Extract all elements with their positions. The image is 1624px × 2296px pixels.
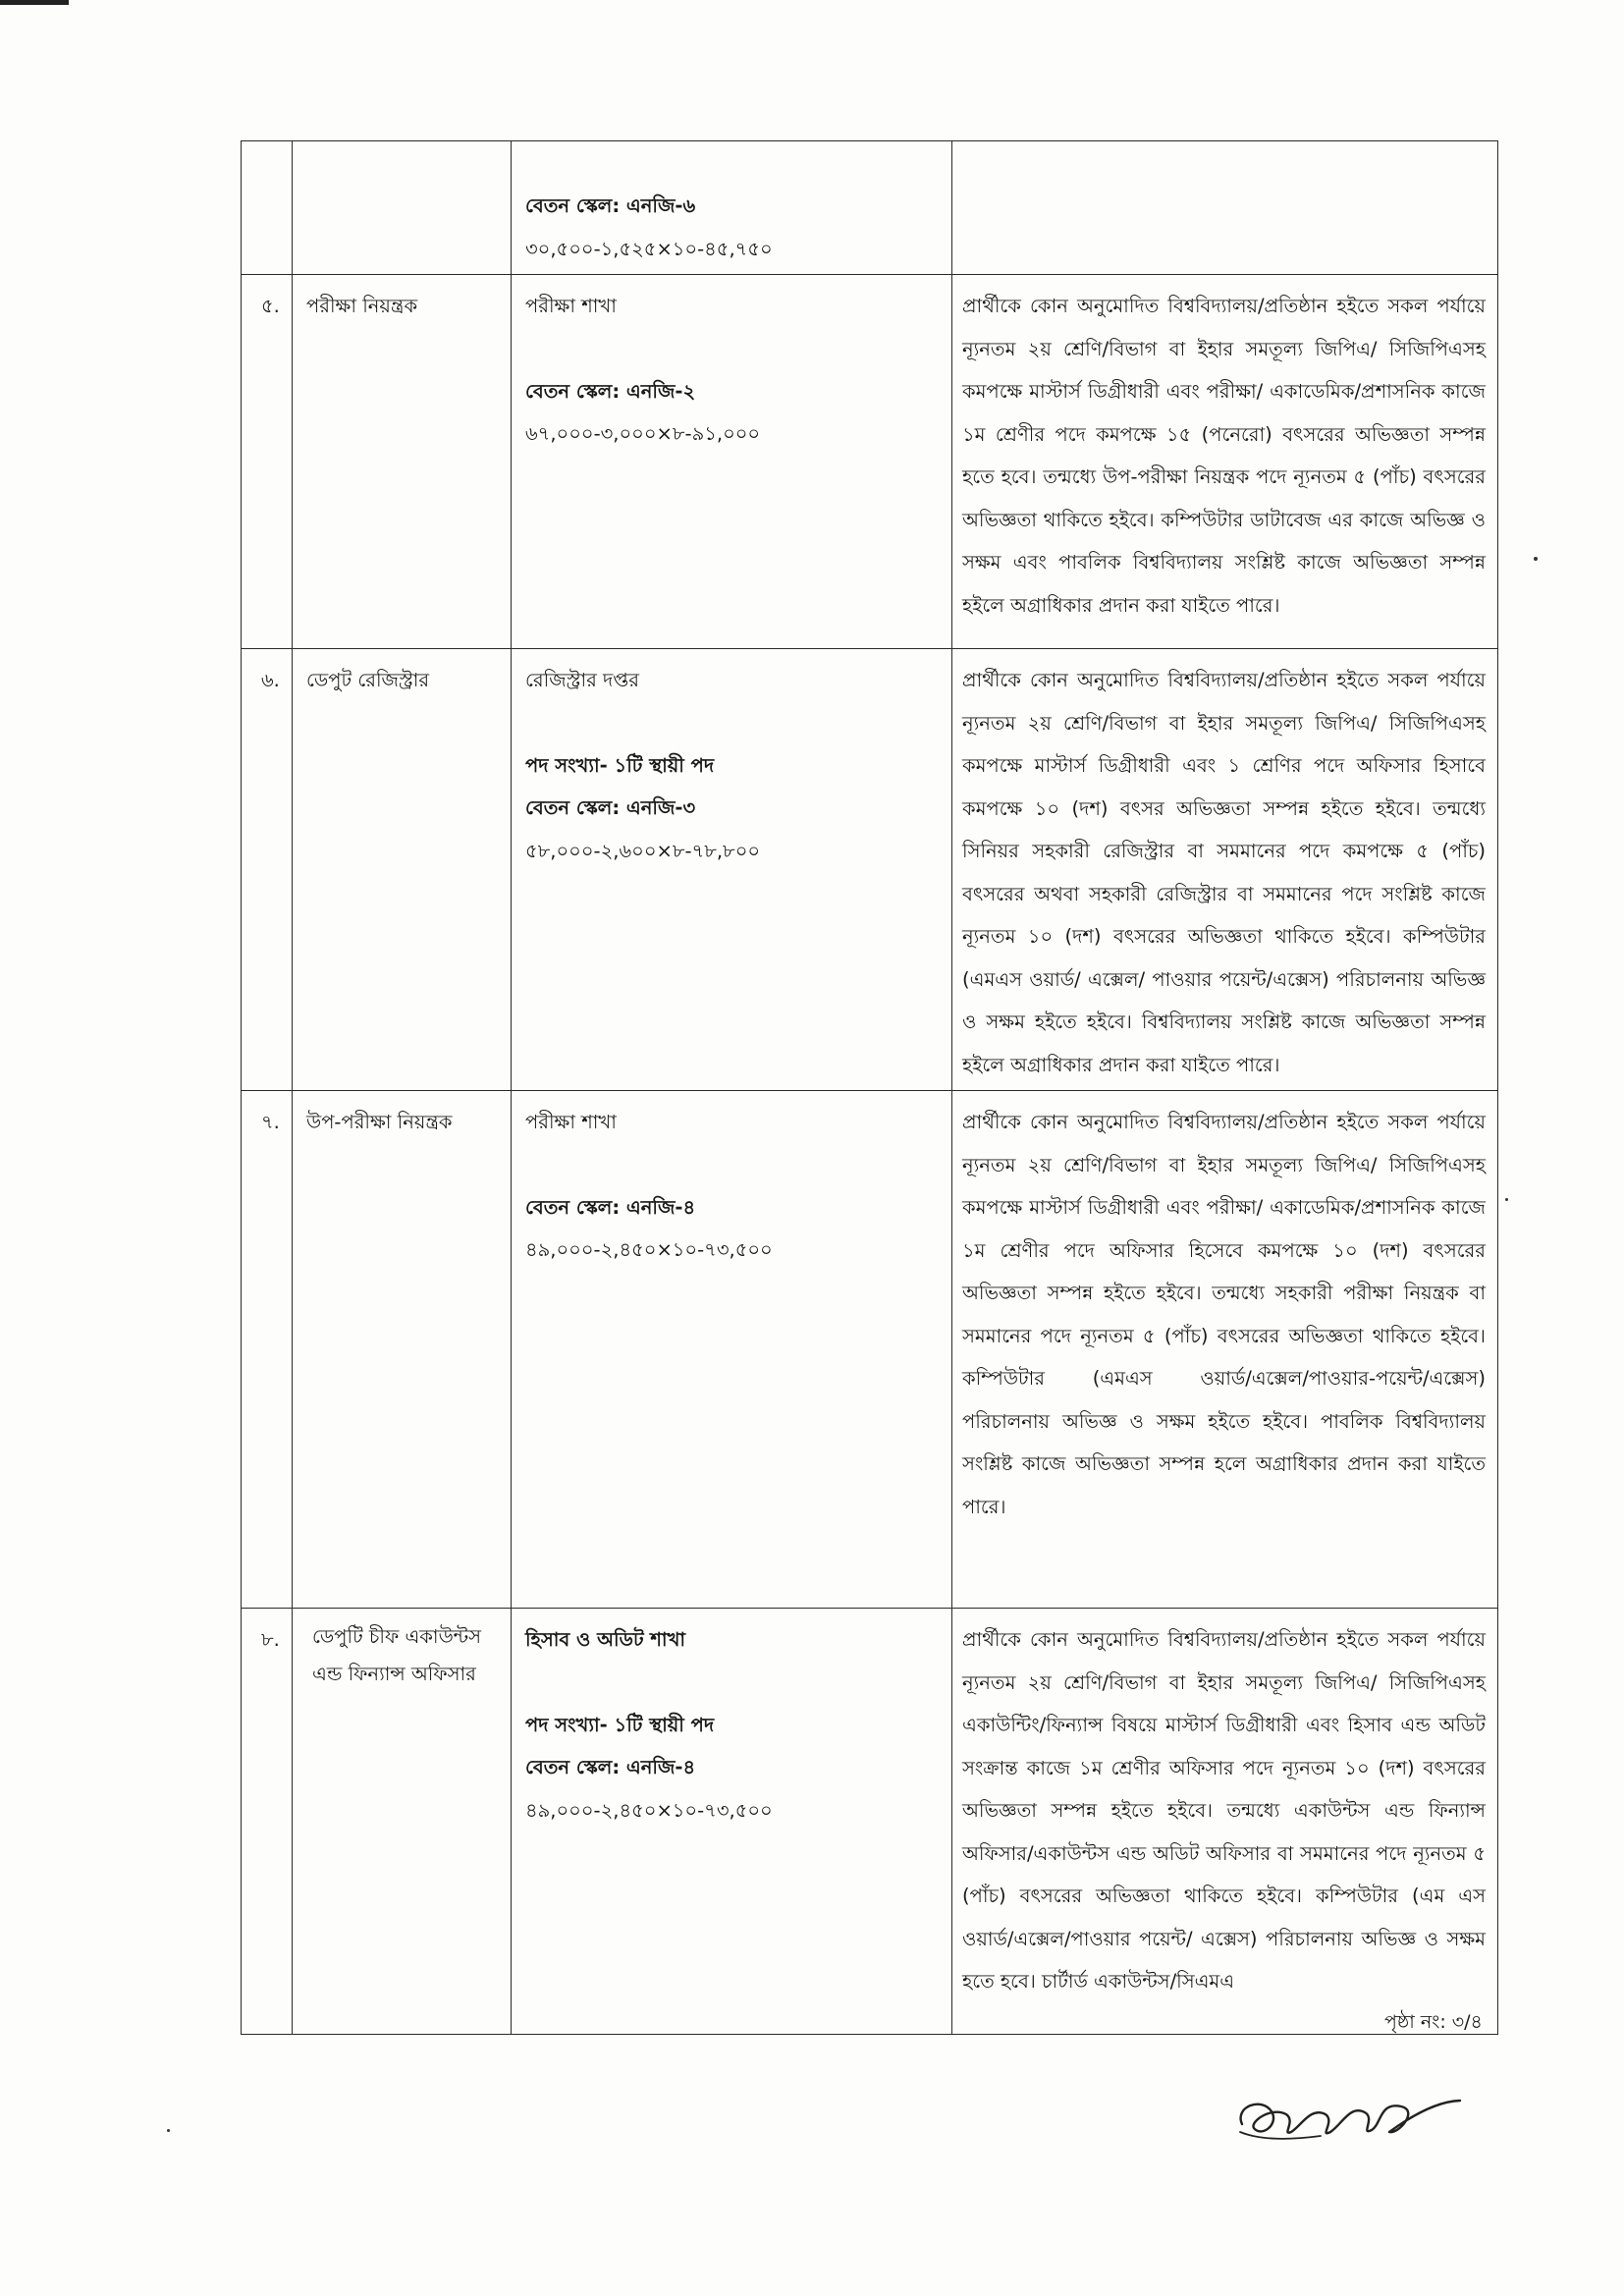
department: পরীক্ষা শাখা [525, 1111, 617, 1133]
details-cell [512, 1091, 952, 1609]
pay-scale-label: বেতন স্কেল: এনজি-৩ [525, 796, 696, 819]
requirements-cell [952, 141, 1498, 275]
details-cell [512, 649, 952, 1091]
pay-scale-label: বেতন স্কেল: এনজি-২ [525, 379, 696, 403]
post-cell [293, 649, 512, 1091]
serial-cell [242, 275, 293, 649]
post-count: পদ সংখ্যা- ১টি স্থায়ী পদ [525, 753, 715, 777]
pay-scale-label: বেতন স্কেল: এনজি-৬ [525, 194, 696, 217]
serial-cell [242, 1091, 293, 1609]
pay-scale-label: বেতন স্কেল: এনজি-৪ [525, 1756, 696, 1778]
serial-number: ৮. [261, 1628, 280, 1651]
requirements-cell [952, 275, 1498, 649]
serial-number: ৭. [261, 1111, 280, 1133]
department: হিসাব ও অডিট শাখা [525, 1628, 686, 1651]
requirements-text: প্রার্থীকে কোন অনুমোদিত বিশ্ববিদ্যালয়/প্রতিষ্ঠান হইতে সকল পর্যায়ে ন্যূনতম ২য় শ্রেণি/বিভাগ বা ইহার সমতূল্য জিপিএ/ সিজিপিএসহ কমপক্ষে মাস্টার্স ডিগ্রীধারী এবং পরীক্ষা/ একাডেমিক/প্রশাসনিক কাজে ১ম শ্রেণীর পদে অফিসার হিসেবে কমপক্ষে ১০ (দশ) বৎসরের অভিজ্ঞতা সম্পন্ন হইতে হইবে। তন্মধ্যে সহকারী পরীক্ষা নিয়ন্ত্রক বা সমমানের পদে ন্যূনতম ৫ (পাঁচ) বৎসরের অভিজ্ঞতা থাকিতে হইবে। কম্পিউটার (এমএস ওয়ার্ড/এক্সেল/পাওয়ার-পয়েন্ট/এক্সেস) পরিচালনায় অভিজ্ঞ ও সক্ষম হইতে হইবে। পাবলিক বিশ্ববিদ্যালয় সংশ্লিষ্ট কাজে অভিজ্ঞতা সম্পন্ন হলে অগ্রাধিকার প্রদান করা যাইতে পারে। [962, 1111, 1486, 1518]
pay-scale-range: ৫৮,০০০-২,৬০০×৮-৭৮,৮০০ [525, 839, 761, 862]
requirements-text: প্রার্থীকে কোন অনুমোদিত বিশ্ববিদ্যালয়/প্রতিষ্ঠান হইতে সকল পর্যায়ে ন্যূনতম ২য় শ্রেণি/বিভাগ বা ইহার সমতূল্য জিপিএ/ সিজিপিএসহ কমপক্ষে মাস্টার্স ডিগ্রীধারী এবং পরীক্ষা/ একাডেমিক/প্রশাসনিক কাজে ১ম শ্রেণীর পদে কমপক্ষে ১৫ (পনেরো) বৎসরের অভিজ্ঞতা সম্পন্ন হতে হবে। তন্মধ্যে উপ-পরীক্ষা নিয়ন্ত্রক পদে ন্যূনতম ৫ (পাঁচ) বৎসরের অভিজ্ঞতা থাকিতে হইবে। কম্পিউটার ডাটাবেজ এর কাজে অভিজ্ঞ ও সক্ষম এবং পাবলিক বিশ্ববিদ্যালয় সংশ্লিষ্ট কাজে অভিজ্ঞতা সম্পন্ন হইলে অগ্রাধিকার প্রদান করা যাইতে পারে। [962, 295, 1486, 617]
serial-cell [242, 649, 293, 1091]
requirements-cell [952, 1091, 1498, 1609]
post-name: পরীক্ষা নিয়ন্ত্রক [306, 295, 418, 317]
requirements-text: প্রার্থীকে কোন অনুমোদিত বিশ্ববিদ্যালয়/প্রতিষ্ঠান হইতে সকল পর্যায়ে ন্যূনতম ২য় শ্রেণি/বিভাগ বা ইহার সমতূল্য জিপিএ/ সিজিপিএসহ কমপক্ষে মাস্টার্স ডিগ্রীধারী এবং ১ শ্রেণির পদে অফিসার হিসাবে কমপক্ষে ১০ (দশ) বৎসর অভিজ্ঞতা সম্পন্ন হইতে হইবে। তন্মধ্যে সিনিয়র সহকারী রেজিস্ট্রার বা সমমানের পদে কমপক্ষে ৫ (পাঁচ) বৎসরের অথবা সহকারী রেজিস্ট্রার বা সমমানের পদে সংশ্লিষ্ট কাজে ন্যূনতম ১০ (দশ) বৎসরের অভিজ্ঞতা থাকিতে হইবে। কম্পিউটার (এমএস ওয়ার্ড/ এক্সেল/ পাওয়ার পয়েন্ট/এক্সেস) পরিচালনায় অভিজ্ঞ ও সক্ষম হইতে হইবে। বিশ্ববিদ্যালয় সংশ্লিষ্ট কাজে অভিজ্ঞতা সম্পন্ন হইলে অগ্রাধিকার প্রদান করা যাইতে পারে। [962, 669, 1486, 1076]
table-row [242, 649, 1498, 1091]
details-cell [512, 275, 952, 649]
post-cell [293, 1091, 512, 1609]
pay-scale-range: ৬৭,০০০-৩,০০০×৮-৯১,০০০ [525, 422, 761, 445]
table-row [242, 1091, 1498, 1609]
post-cell [293, 1609, 512, 2035]
scan-speck [167, 2129, 170, 2132]
department: পরীক্ষা শাখা [525, 295, 617, 317]
serial-number: ৫. [261, 295, 280, 317]
scan-speck [1534, 557, 1538, 561]
post-name: ডেপুটি চীফ একাউন্টস এন্ড ফিন্যান্স অফিসার [312, 1625, 481, 1685]
requirements-text: প্রার্থীকে কোন অনুমোদিত বিশ্ববিদ্যালয়/প্রতিষ্ঠান হইতে সকল পর্যায়ে ন্যূনতম ২য় শ্রেণি/বিভাগ বা ইহার সমতূল্য জিপিএ/ সিজিপিএসহ একাউন্টিং/ফিন্যান্স বিষয়ে মাস্টার্স ডিগ্রীধারী এবং হিসাব এন্ড অডিট সংক্রান্ত কাজে ১ম শ্রেণীর অফিসার পদে ন্যূনতম ১০ (দশ) বৎসরের অভিজ্ঞতা সম্পন্ন হইতে হইবে। তন্মধ্যে একাউন্টস এন্ড ফিন্যান্স অফিসার/একাউন্টস এন্ড অডিট অফিসার বা সমমানের পদে ন্যূনতম ৫ (পাঁচ) বৎসরের অভিজ্ঞতা থাকিতে হইবে। কম্পিউটার (এম এস ওয়ার্ড/এক্সেল/পাওয়ার পয়েন্ট/ এক্সেস) পরিচালনায় অভিজ্ঞ ও সক্ষম হতে হবে। চার্টার্ড একাউন্টস/সিএমএ [962, 1628, 1486, 1993]
table-row [242, 1609, 1498, 2035]
pay-scale-range: ৩০,৫০০-১,৫২৫×১০-৪৫,৭৫০ [525, 237, 773, 260]
details-cell [512, 1609, 952, 2035]
requirements-cell [952, 1609, 1498, 2035]
table-row-continuation [242, 141, 1498, 275]
details-cell [512, 141, 952, 275]
posts-table [241, 140, 1498, 2035]
scan-speck [1505, 1198, 1508, 1201]
scan-corner-mark [0, 0, 69, 5]
page-number: পৃষ্ঠা নং: ৩/৪ [1384, 2011, 1483, 2033]
post-cell [293, 141, 512, 275]
serial-cell [242, 1609, 293, 2035]
serial-cell [242, 141, 293, 275]
serial-number: ৬. [261, 669, 280, 691]
post-cell [293, 275, 512, 649]
department: রেজিস্ট্রার দপ্তর [525, 669, 640, 691]
handwritten-signature [1232, 2067, 1468, 2156]
post-name: ডেপুট রেজিস্ট্রার [306, 669, 430, 691]
pay-scale-range: ৪৯,০০০-২,৪৫০×১০-৭৩,৫০০ [525, 1238, 773, 1261]
post-name: উপ-পরীক্ষা নিয়ন্ত্রক [306, 1111, 453, 1133]
pay-scale-range: ৪৯,০০০-২,৪৫০×১০-৭৩,৫০০ [525, 1798, 773, 1822]
table-row [242, 275, 1498, 649]
post-count: পদ সংখ্যা- ১টি স্থায়ী পদ [525, 1713, 715, 1736]
pay-scale-label: বেতন স্কেল: এনজি-৪ [525, 1195, 696, 1219]
requirements-cell [952, 649, 1498, 1091]
